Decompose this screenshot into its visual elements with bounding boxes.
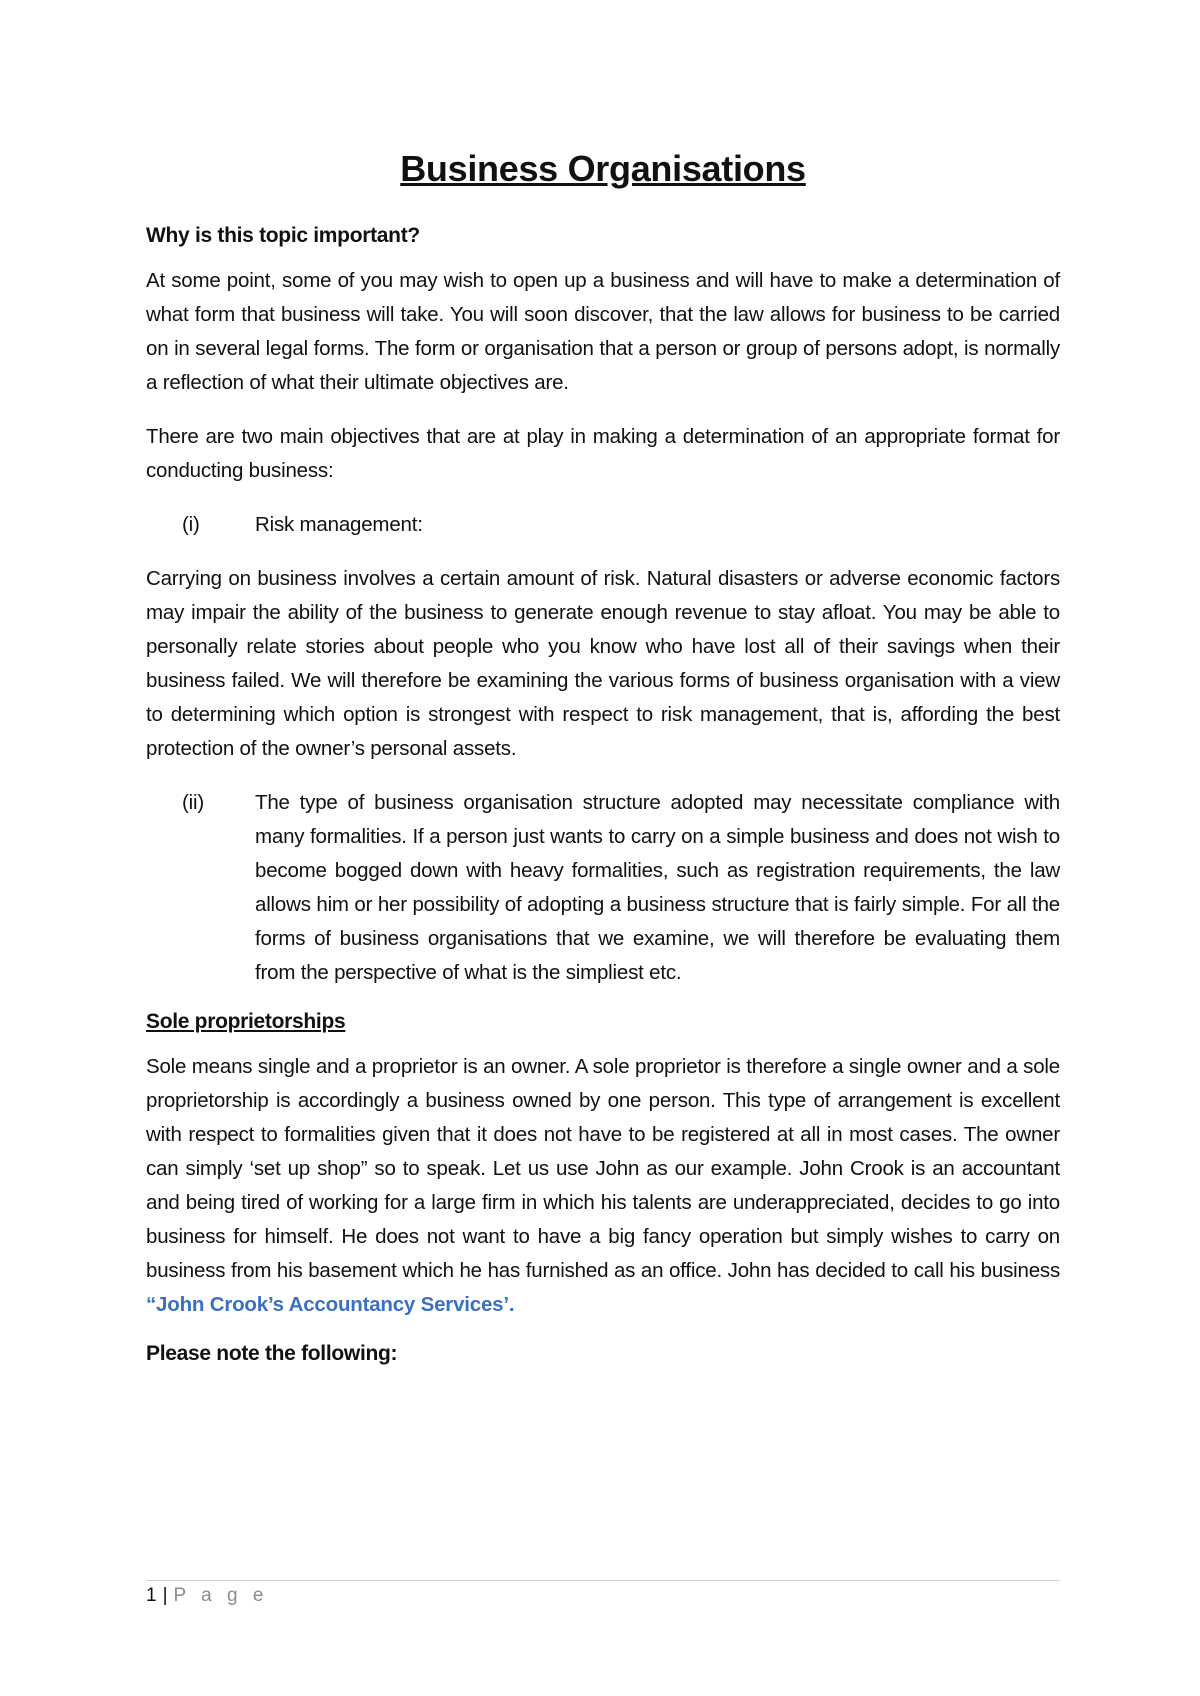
page-footer bbox=[146, 1580, 1060, 1607]
intro-paragraph-2: There are two main objectives that are at play in making a determination of an appropriate format for conducting business: bbox=[146, 425, 1060, 482]
page-content bbox=[146, 148, 1060, 1366]
page-label: P a g e bbox=[173, 1585, 269, 1606]
intro-paragraph-1: At some point, some of you may wish to open up a business and will have to make a determination of what form that business will take. You will soon discover, that the law allows for business to be carried on in several legal forms. The form or organisation that a person or group of persons adopt, is normally a reflection of what their ultimate objectives are. bbox=[146, 269, 1060, 394]
page-number: 1 bbox=[146, 1585, 157, 1606]
list-text: Risk management: bbox=[255, 513, 423, 536]
objective-item-2 bbox=[146, 786, 1060, 990]
note-heading: Please note the following: bbox=[146, 1342, 398, 1365]
topic-importance-subheading: Why is this topic important? bbox=[146, 224, 420, 247]
list-text: The type of business organisation structure adopted may necessitate compliance with many formalities. If a person just wants to carry on a simple business and does not wish to become bogged down with heavy formalities, such as registration requirements, the law allows him or her possibility of adopting a business structure that is fairly simple. For all the forms of business organisations that we examine, we will therefore be evaluating them from the perspective of what is the simpliest etc. bbox=[255, 791, 1060, 984]
list-marker: (i) bbox=[182, 513, 200, 536]
page-title: Business Organisations bbox=[400, 148, 806, 189]
risk-paragraph: Carrying on business involves a certain amount of risk. Natural disasters or adverse economic factors may impair the ability of the business to generate enough revenue to stay afloat. You may be able to personally relate stories about people who you know who have lost all of their savings when their business failed. We will therefore be examining the various forms of business organisation with a view to determining which option is strongest with respect to risk management, that is, affording the best protection of the owner’s personal assets. bbox=[146, 567, 1060, 760]
business-name-highlight: “John Crook’s Accountancy Services’. bbox=[146, 1293, 515, 1316]
sole-body-text: Sole means single and a proprietor is an owner. A sole proprietor is therefore a single owner and a sole proprietorship is accordingly a business owned by one person. This type of arrangement is excellent with respect to formalities given that it does not have to be registered at all in most cases. The owner can simply ‘set up shop” so to speak. Let us use John as our example. John Crook is an accountant and being tired of working for a large firm in which his talents are underappreciated, decides to go into business for himself. He does not want to have a big fancy operation but simply wishes to carry on business from his basement which he has furnished as an office. John has decided to call his business bbox=[146, 1055, 1060, 1282]
objective-item-1 bbox=[146, 508, 1060, 542]
list-marker: (ii) bbox=[182, 791, 204, 814]
section-heading-sole-proprietorships: Sole proprietorships bbox=[146, 1010, 346, 1033]
footer-separator: | bbox=[162, 1585, 168, 1606]
sole-proprietorship-paragraph bbox=[146, 1050, 1060, 1322]
